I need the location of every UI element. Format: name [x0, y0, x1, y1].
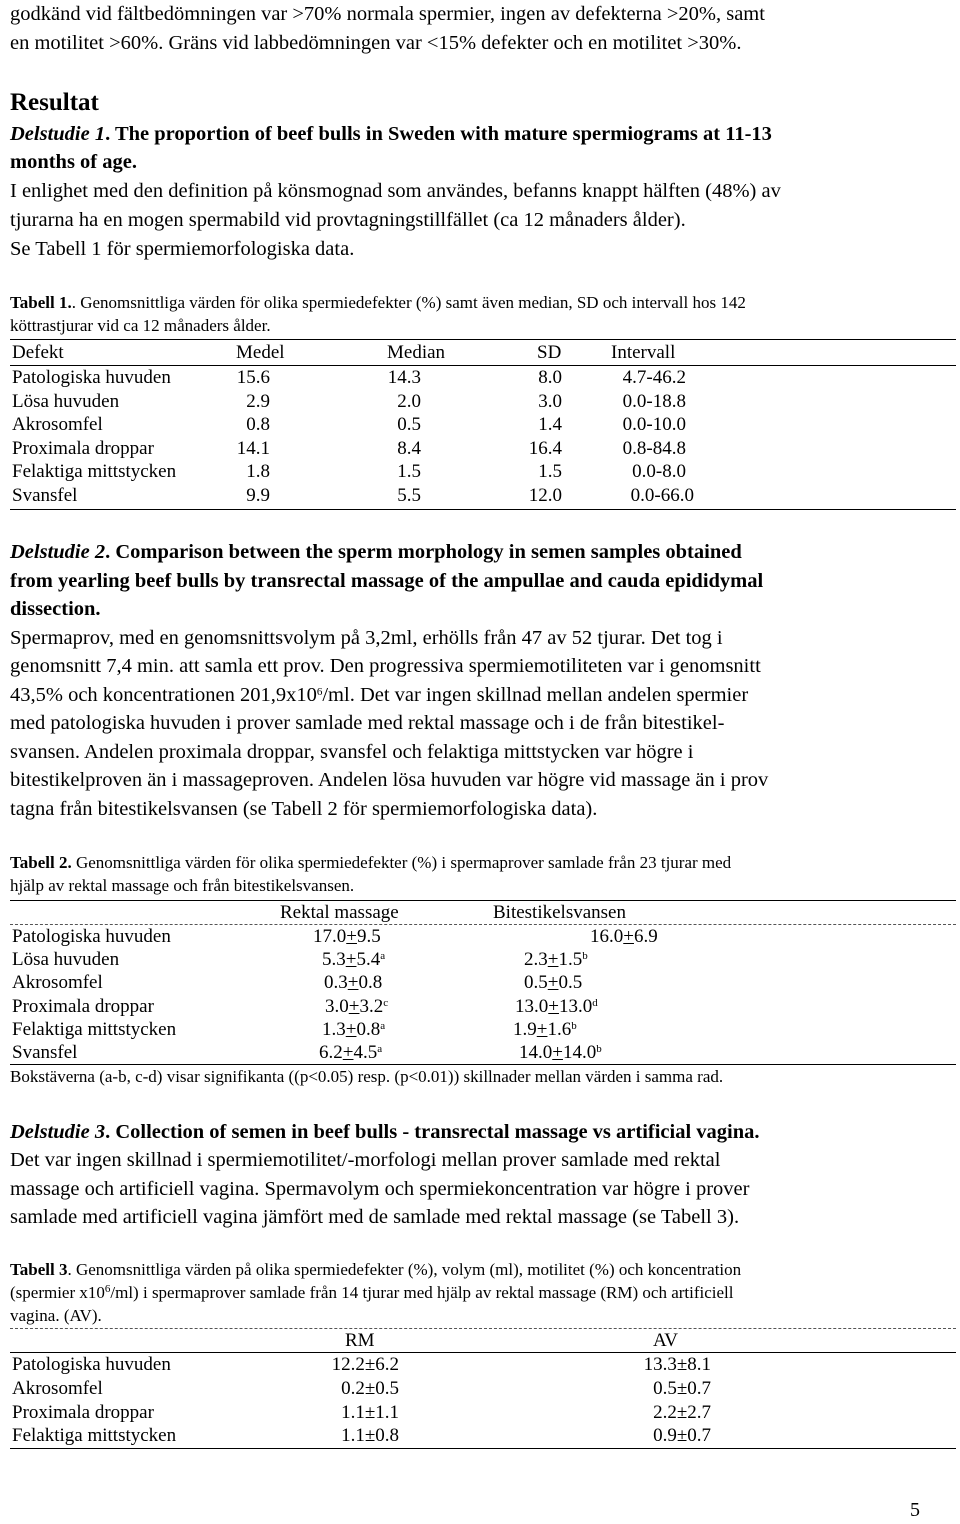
table-cell: 15.6: [236, 367, 270, 388]
table-cell: 13.3±8.1: [643, 1354, 711, 1375]
table-cell: 2.2±2.7: [653, 1402, 711, 1423]
table-1-header-intervall: Intervall: [611, 342, 676, 363]
table-cell: 1.8: [246, 461, 270, 482]
superscript: a: [377, 1043, 383, 1055]
delstudie-2-body-line: med patologiska huvuden i prover samlade med rektal massage och i de från bitestikel-: [10, 712, 725, 734]
caption-text: /ml) i spermaprover samlade från 14 tjurar med hjälp av rektal massage (RM) och artificiell: [110, 1283, 734, 1302]
table-rule: [10, 339, 956, 340]
plus-minus-sign: +: [547, 949, 559, 970]
table-cell: 0.8: [246, 414, 270, 435]
delstudie-2-body-line: [10, 681, 748, 709]
table-cell: 14.1: [236, 438, 270, 459]
plus-minus-sign: +: [623, 926, 634, 947]
delstudie-2-line3-a: 43,5% och koncentrationen 201,9x10: [10, 684, 317, 706]
table-cell-rektal: [324, 970, 382, 996]
table-cell: 0.0-8.0: [632, 461, 686, 482]
sd-value: 3.2: [359, 996, 384, 1017]
page-number: 5: [910, 1499, 920, 1521]
table-cell: 0.0-66.0: [630, 485, 694, 506]
superscript: b: [571, 1020, 577, 1032]
tabell-2-caption: [10, 852, 731, 874]
table-2-header-bitestikel: Bitestikelsvansen: [493, 902, 626, 923]
delstudie-1-title-a: . The proportion of beef bulls in Sweden with mature spermiograms at 11-13: [105, 123, 772, 145]
table-cell-rektal: [319, 1040, 382, 1066]
table-cell: 4.7-46.2: [622, 367, 686, 388]
table-cell: 0.0-18.8: [622, 391, 686, 412]
mean-value: 0.3: [324, 972, 348, 993]
table-cell: Patologiska huvuden: [12, 926, 171, 947]
plus-minus-sign: +: [345, 1019, 357, 1040]
table-cell: 8.4: [397, 438, 421, 459]
delstudie-2-body-line: svansen. Andelen proximala droppar, svansfel och felaktiga mittstycken var högre i: [10, 741, 694, 763]
table-cell: 2.9: [246, 391, 270, 412]
table-cell: Patologiska huvuden: [12, 367, 171, 388]
table-rule: [10, 1064, 956, 1065]
sd-value: 0.8: [356, 1019, 381, 1040]
delstudie-2-body-line: bitestikelproven än i massageproven. Andelen lösa huvuden var högre vid massage än i prov: [10, 769, 769, 791]
mean-value: 5.3: [322, 949, 346, 970]
table-cell: 0.2±0.5: [341, 1378, 399, 1399]
mean-value: 16.0: [590, 926, 624, 947]
sd-value: 6.9: [633, 926, 658, 947]
table-cell: 1.1±1.1: [341, 1402, 399, 1423]
delstudie-3-body-line: Det var ingen skillnad i spermiemotilitet/-morfologi mellan prover samlade med rektal: [10, 1149, 721, 1171]
table-cell: Felaktiga mittstycken: [12, 461, 177, 482]
table-1-header-sd: SD: [537, 342, 562, 363]
table-cell: Proximala droppar: [12, 996, 154, 1017]
sd-value: 0.8: [358, 972, 383, 993]
mean-value: 14.0: [519, 1042, 553, 1063]
delstudie-3-title-text: . Collection of semen in beef bulls - transrectal massage vs artificial vagina.: [105, 1121, 760, 1143]
delstudie-1-label: Delstudie 1: [10, 123, 106, 145]
table-cell: Proximala droppar: [12, 1402, 154, 1423]
delstudie-3-body-line: massage och artificiell vagina. Spermavolym och spermiekoncentration var högre i prover: [10, 1178, 750, 1200]
table-cell: 14.3: [387, 367, 421, 388]
tabell-1-caption-label: Tabell 1.: [10, 293, 72, 312]
tabell-3-caption-a: . Genomsnittliga värden på olika spermiedefekter (%), volym (ml), motilitet (%) och koncentration: [67, 1260, 742, 1279]
mean-value: 3.0: [325, 996, 349, 1017]
table-1-header-medel: Medel: [236, 342, 285, 363]
delstudie-3-title: [10, 1118, 760, 1146]
mean-value: 17.0: [313, 926, 347, 947]
delstudie-1-title: [10, 120, 772, 148]
sd-value: 1.6: [547, 1019, 572, 1040]
tabell-3-caption-c: vagina. (AV).: [10, 1306, 102, 1325]
plus-minus-sign: +: [548, 996, 559, 1017]
table-cell: Felaktiga mittstycken: [12, 1019, 177, 1040]
table-cell: 16.4: [528, 438, 562, 459]
table-cell: 0.9±0.7: [653, 1425, 711, 1446]
table-cell: Proximala droppar: [12, 438, 154, 459]
delstudie-2-body-line: Spermaprov, med en genomsnittsvolym på 3,2ml, erhölls från 47 av 52 tjurar. Det tog i: [10, 627, 723, 649]
table-cell: 2.0: [397, 391, 421, 412]
intro-line-2: en motilitet >60%. Gräns vid labbedömningen var <15% defekter och en motilitet >30%.: [10, 32, 742, 54]
delstudie-3-label: Delstudie 3: [10, 1121, 106, 1143]
superscript: b: [596, 1043, 602, 1055]
table-cell: 0.8-84.8: [622, 438, 686, 459]
table-1-header-median: Median: [387, 342, 446, 363]
delstudie-2-title: [10, 538, 742, 566]
table-cell: Akrosomfel: [12, 414, 103, 435]
delstudie-1-title-b: months of age.: [10, 151, 137, 173]
mean-value: 1.3: [322, 1019, 346, 1040]
tabell-3-caption-label: Tabell 3: [10, 1260, 68, 1279]
delstudie-1-body-line: I enlighet med den definition på könsmognad som användes, befanns knappt hälften (48%) av: [10, 180, 781, 202]
table-cell: Akrosomfel: [12, 972, 103, 993]
table-rule: [10, 509, 956, 510]
section-heading-resultat: Resultat: [10, 89, 99, 116]
sd-value: 14.0: [562, 1042, 597, 1063]
delstudie-2-line3-b: /ml. Det var ingen skillnad mellan andelen spermier: [322, 684, 749, 706]
table-cell: Lösa huvuden: [12, 391, 120, 412]
caption-text: (spermier x10: [10, 1283, 105, 1302]
delstudie-2-title-a: . Comparison between the sperm morphology in semen samples obtained: [105, 541, 742, 563]
table-1-header-defekt: Defekt: [12, 342, 64, 363]
superscript: a: [380, 1020, 386, 1032]
table-rule: [10, 900, 956, 901]
table-cell: 0.5: [397, 414, 421, 435]
plus-minus-sign: +: [346, 926, 357, 947]
tabell-3-caption-b: [10, 1282, 734, 1304]
intro-line-1: godkänd vid fältbedömningen var >70% normala spermier, ingen av defekterna >20%, samt: [10, 3, 765, 25]
tabell-2-caption-b: hjälp av rektal massage och från bitestikelsvansen.: [10, 876, 355, 895]
table-cell-bitestikel: [524, 970, 582, 996]
tabell-1-caption-a: . Genomsnittliga värden för olika spermiedefekter (%) samt även median, SD och intervall hos 142: [71, 293, 746, 312]
table-rule: [10, 1448, 956, 1449]
tabell-2-caption-label: Tabell 2.: [10, 853, 72, 872]
table-cell: 3.0: [538, 391, 562, 412]
tabell-2-footnote: Bokstäverna (a-b, c-d) visar signifikanta ((p<0.05) resp. (p<0.01)) skillnader mellan värden i samma rad.: [10, 1067, 724, 1086]
sd-value: 5.4: [356, 949, 381, 970]
superscript: c: [383, 997, 389, 1009]
mean-value: 6.2: [319, 1042, 343, 1063]
delstudie-1-body-line: tjurarna ha en mogen spermabild vid provtagningstillfället (ca 12 månaders ålder).: [10, 209, 686, 231]
delstudie-1-body-line: Se Tabell 1 för spermiemorfologiska data.: [10, 238, 355, 260]
table-cell: Lösa huvuden: [12, 949, 120, 970]
table-cell: Felaktiga mittstycken: [12, 1425, 177, 1446]
superscript: 6: [104, 1283, 111, 1295]
table-cell: Akrosomfel: [12, 1378, 103, 1399]
table-cell: 8.0: [538, 367, 562, 388]
plus-minus-sign: +: [348, 996, 360, 1017]
tabell-3-caption: [10, 1259, 741, 1281]
table-cell: 5.5: [397, 485, 421, 506]
delstudie-3-body-line: samlade med artificiell vagina jämfört med de samlade med rektal massage (se Tabell 3).: [10, 1206, 740, 1228]
plus-minus-sign: +: [536, 1019, 548, 1040]
plus-minus-sign: +: [342, 1042, 354, 1063]
mean-value: 1.9: [513, 1019, 537, 1040]
sd-value: 1.5: [558, 949, 583, 970]
table-cell: 1.4: [538, 414, 562, 435]
mean-value: 13.0: [515, 996, 549, 1017]
table-cell: 0.5±0.7: [653, 1378, 711, 1399]
table-cell: Patologiska huvuden: [12, 1354, 171, 1375]
superscript: a: [380, 950, 386, 962]
table-3-header-rm: RM: [345, 1330, 375, 1351]
sd-value: 13.0: [558, 996, 593, 1017]
table-cell-bitestikel: [519, 1040, 602, 1066]
plus-minus-sign: +: [552, 1042, 563, 1063]
superscript: b: [582, 950, 588, 962]
table-rule: [10, 1328, 956, 1329]
delstudie-2-label: Delstudie 2: [10, 541, 106, 563]
sd-value: 9.5: [356, 926, 381, 947]
table-cell: 1.5: [538, 461, 562, 482]
table-cell: 1.5: [397, 461, 421, 482]
superscript: d: [592, 997, 598, 1009]
plus-minus-sign: +: [345, 949, 357, 970]
table-cell: 0.0-10.0: [622, 414, 686, 435]
table-3-header-av: AV: [653, 1330, 678, 1351]
superscript: 6: [316, 686, 323, 698]
plus-minus-sign: +: [347, 972, 359, 993]
table-cell-bitestikel: [590, 924, 658, 950]
tabell-2-caption-a: Genomsnittliga värden för olika spermiedefekter (%) i spermaprover samlade från 23 tjurar med: [71, 853, 732, 872]
table-cell: Svansfel: [12, 485, 78, 506]
table-cell: 12.2±6.2: [331, 1354, 399, 1375]
table-cell: 9.9: [246, 485, 270, 506]
mean-value: 0.5: [524, 972, 548, 993]
delstudie-2-title-c: dissection.: [10, 598, 101, 620]
delstudie-2-body-line: tagna från bitestikelsvansen (se Tabell 2 för spermiemorfologiska data).: [10, 798, 598, 820]
sd-value: 0.5: [558, 972, 583, 993]
mean-value: 2.3: [524, 949, 548, 970]
tabell-1-caption-b: köttrastjurar vid ca 12 månaders ålder.: [10, 316, 271, 335]
table-cell: Svansfel: [12, 1042, 78, 1063]
sd-value: 4.5: [353, 1042, 378, 1063]
table-cell: 1.1±0.8: [341, 1425, 399, 1446]
delstudie-2-title-b: from yearling beef bulls by transrectal massage of the ampullae and cauda epididymal: [10, 570, 764, 592]
plus-minus-sign: +: [547, 972, 559, 993]
tabell-1-caption: [10, 292, 746, 314]
table-cell: 12.0: [528, 485, 562, 506]
delstudie-2-body-line: genomsnitt 7,4 min. att samla ett prov. Den progressiva spermiemotiliteten var i genomsnitt: [10, 655, 761, 677]
table-2-header-rektal: Rektal massage: [280, 902, 399, 923]
